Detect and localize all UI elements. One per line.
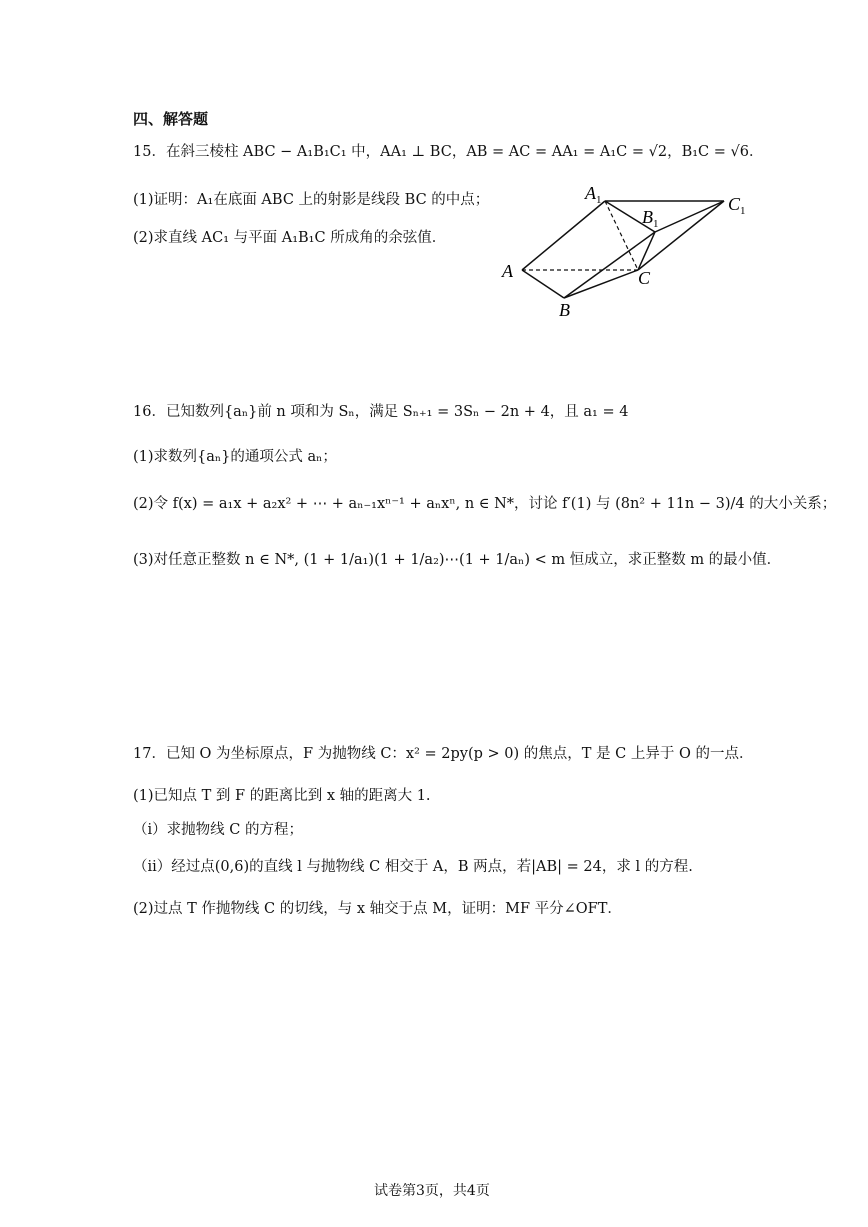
page-footer: 试卷第3页，共4页	[374, 1183, 490, 1199]
label-A1: $A_1$	[585, 183, 602, 206]
section-heading: 四、解答题	[133, 110, 209, 128]
edge-A1A	[522, 201, 605, 270]
edge-BC	[564, 270, 638, 298]
q16-stem: 16．已知数列{aₙ}前 n 项和为 Sₙ，满足 Sₙ₊₁ = 3Sₙ − 2n + 4，且 a₁ = 4	[133, 404, 629, 420]
q17-part2: (2)过点 T 作抛物线 C 的切线，与 x 轴交于点 M，证明：MF 平分∠OFT．	[133, 901, 622, 917]
q17-stem: 17．已知 O 为坐标原点，F 为抛物线 C：x² = 2py(p > 0) 的焦点，T 是 C 上异于 O 的一点．	[133, 746, 754, 762]
edge-AB	[522, 270, 564, 298]
q16-part3: (3)对任意正整数 n ∈ N*, (1 + 1/a₁)(1 + 1/a₂)⋯(1 + 1/aₙ) < m 恒成立，求正整数 m 的最小值．	[133, 552, 782, 568]
q16-part1: (1)求数列{aₙ}的通项公式 aₙ；	[133, 449, 337, 465]
edge-B1C1	[655, 201, 724, 232]
prism-figure	[495, 178, 760, 320]
label-B: B	[559, 300, 570, 320]
edge-BB1	[564, 232, 655, 298]
q15-part2: (2)求直线 AC₁ 与平面 A₁B₁C 所成角的余弦值．	[133, 230, 447, 246]
label-B1: $B_1$	[642, 207, 659, 230]
q17-part1: (1)已知点 T 到 F 的距离比到 x 轴的距离大 1.	[133, 788, 431, 804]
label-C: C	[638, 268, 651, 288]
label-C1: $C_1$	[728, 194, 746, 217]
q17-part1-ii: （ii）经过点(0,6)的直线 l 与抛物线 C 相交于 A，B 两点，若|AB| = 24，求 l 的方程.	[133, 859, 693, 875]
label-A: A	[502, 261, 513, 281]
q17-part1-i: （i）求抛物线 C 的方程；	[133, 822, 303, 838]
q15-part1: (1)证明：A₁在底面 ABC 上的射影是线段 BC 的中点；	[133, 192, 490, 208]
q16-part2: (2)令 f(x) = a₁x + a₂x² + ⋯ + aₙ₋₁xⁿ⁻¹ + aₙxⁿ, n ∈ N*，讨论 f′(1) 与 (8n² + 11n − 3)/4 的大小关系；	[133, 496, 837, 512]
q15-stem: 15．在斜三棱柱 ABC − A₁B₁C₁ 中，AA₁ ⊥ BC，AB = AC = AA₁ = A₁C = √2，B₁C = √6．	[133, 144, 764, 160]
